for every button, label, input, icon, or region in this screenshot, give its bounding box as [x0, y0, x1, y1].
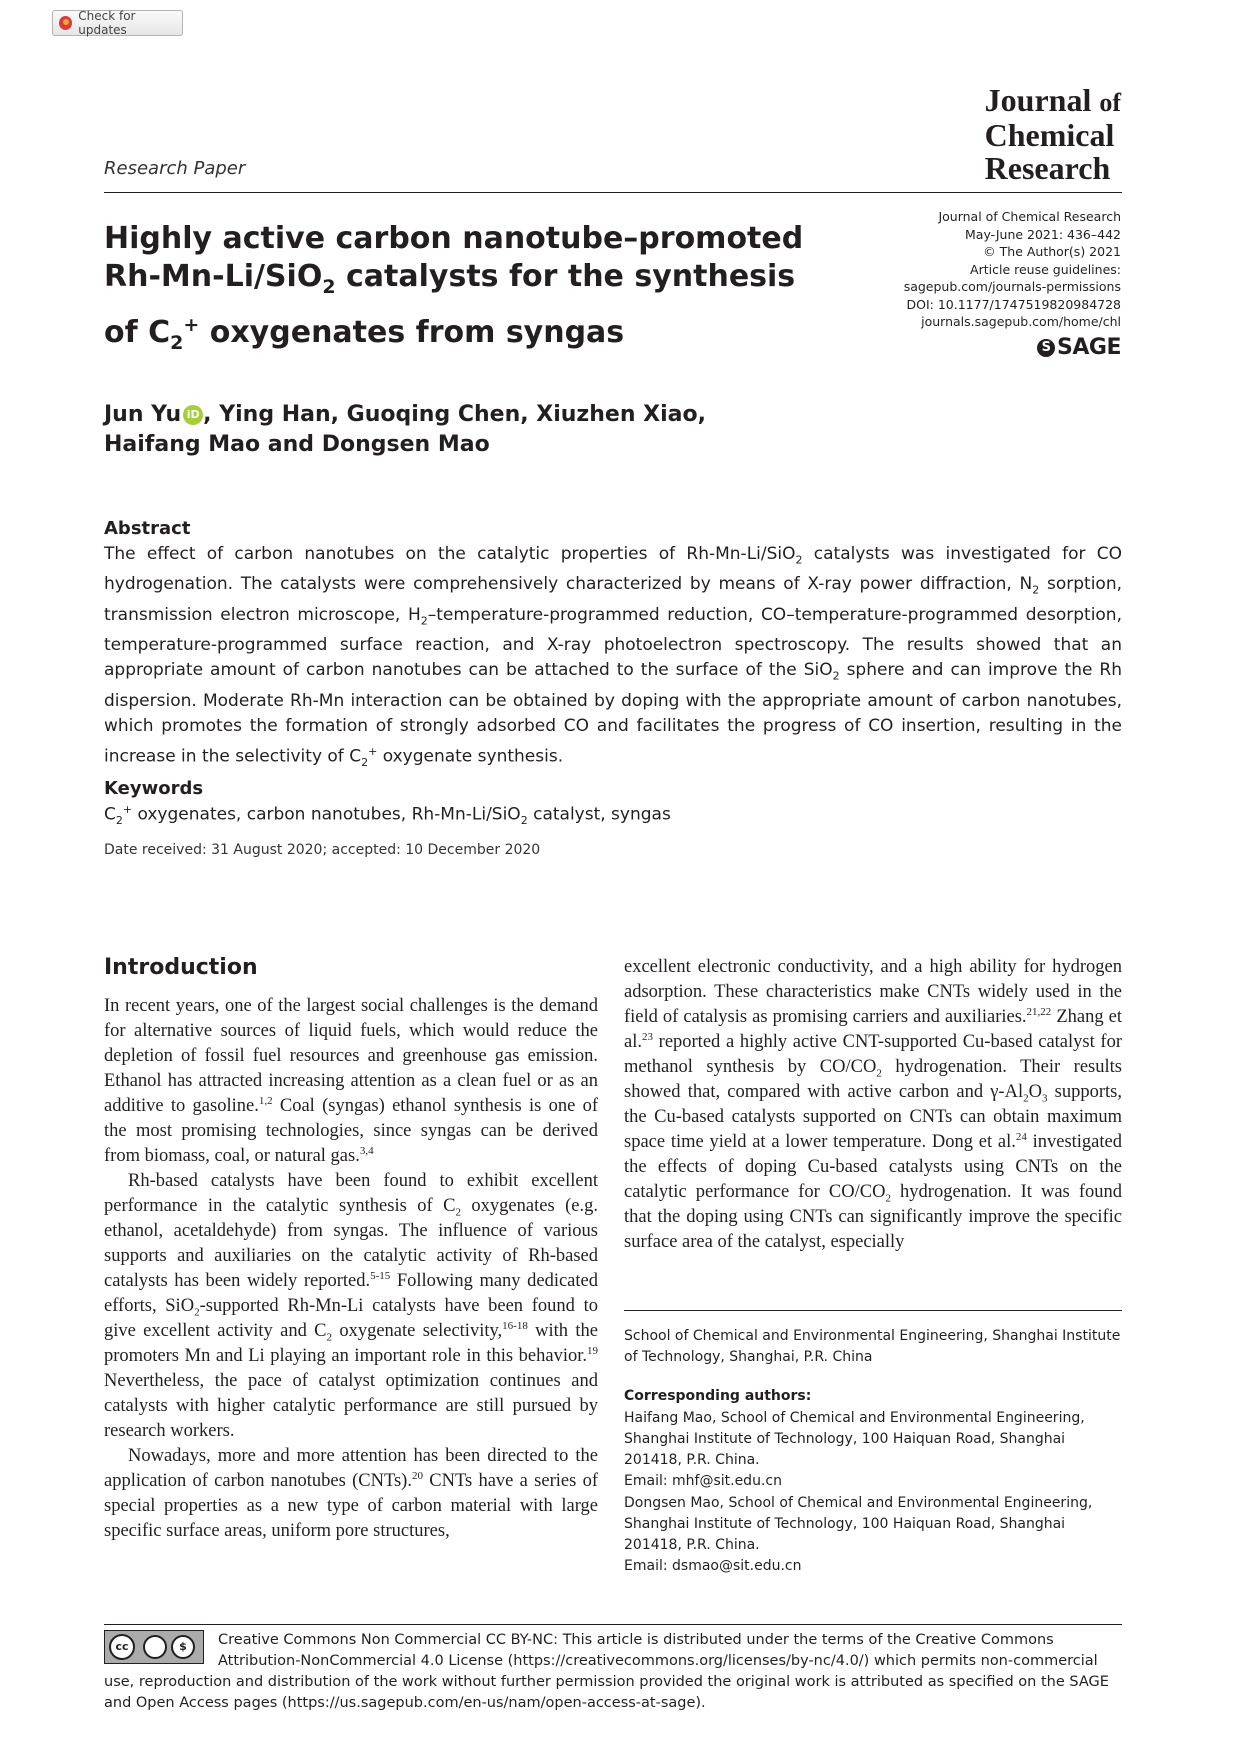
citation-ref[interactable]: 3,4 — [359, 1144, 374, 1157]
journal-logo-line2: Chemical — [984, 117, 1115, 153]
date-received: Date received: 31 August 2020; accepted: 10 December 2020 — [104, 842, 541, 858]
intro-paragraph-2: Rh-based catalysts have been found to exhibit excellent performance in the catalytic synthesis of $C_2$ oxygenates (e.g. ethanol, acetaldehyde) from syngas. The influence of various supports and auxiliaries on the catalytic activity of Rh-based catalysts has been widely reported.$^{5-15}$ Following many dedicated efforts, SiO$_2$-supported Rh-Mn-Li catalysts have been found to give excellent activity and $C_2$ oxygenate selectivity,$^{16-18}$ with the promoters Mn and Li playing an important role in this behavior.$^{19}$ Nevertheless, the pace of catalyst optimization continues and catalysts with higher catalytic performance are still pursued by research workers. — [104, 1171, 598, 1441]
meta-doi[interactable]: DOI: 10.1177/1747519820984728 — [906, 296, 1121, 312]
intro-paragraph-3: Nowadays, more and more attention has been directed to the application of carbon nanotubes (CNTs).$^{20}$ CNTs have a series of special properties as a new type of carbon material with large specific surface areas, uniform pore structures, — [104, 1446, 598, 1541]
citation-ref[interactable]: 20 — [411, 1469, 423, 1482]
corresponding-author-1 — [624, 1408, 1122, 1492]
authors-line1: , Ying Han, Guoqing Chen, Xiuzhen Xiao, — [203, 402, 706, 427]
journal-logo — [985, 84, 1121, 185]
check-for-updates-label: Check for updates — [78, 9, 136, 37]
journal-logo-line3: Research — [984, 150, 1111, 186]
nc-dollar-icon: $ — [171, 1635, 195, 1659]
corr2-address: Dongsen Mao, School of Chemical and Environmental Engineering, Shanghai Institute of Technology, 100 Haiquan Road, Shanghai 201418, P.R. China. — [624, 1495, 1093, 1553]
title-text-1: Highly active carbon nanotube–promoted Rh-Mn-Li/SiO — [104, 221, 804, 294]
orcid-icon[interactable]: iD — [183, 405, 203, 425]
journal-logo-line1: Journal — [984, 82, 1092, 118]
intro-paragraph-3-cont: excellent electronic conductivity, and a high ability for hydrogen adsorption. These characteristics make CNTs widely used in the field of catalysis as promising carriers and auxiliaries.$^{21,22}$ Zhang et al.$^{23}$ reported a highly active CNT-supported Cu-based catalyst for methanol synthesis by $CO/CO_2$ hydrogenation. Their results showed that, compared with active carbon and $\gamma-Al_2O_3$ supports, the Cu-based catalysts supported on CNTs can obtain maximum space time yield at a lower temperature. Dong et al.$^{24}$ investigated the effects of doping Cu-based catalysts using CNTs on the catalytic performance for $CO/CO_2$ hydrogenation. It was found that the doping using CNTs can significantly improve the specific surface area of the catalyst, especially — [624, 957, 1122, 1252]
affiliation: School of Chemical and Environmental Engineering, Shanghai Institute of Technology, Shanghai, P.R. China — [624, 1328, 1121, 1365]
article-type: Research Paper — [104, 158, 246, 179]
meta-permissions-link[interactable]: sagepub.com/journals-permissions — [903, 279, 1121, 294]
header-rule — [104, 192, 1122, 193]
title-sub-2: 2 — [170, 332, 184, 354]
corr2-email[interactable]: Email: dsmao@sit.edu.cn — [624, 1558, 802, 1574]
sage-logo — [1037, 335, 1121, 360]
body-column-right — [624, 955, 1122, 1255]
abstract-text: The effect of carbon nanotubes on the catalytic properties of Rh-Mn-Li/SiO$_2$ catalysts was investigated for CO hydrogenation. The catalysts were comprehensively characterized by means of X-ray power diffraction, $N_2$ sorption, transmission electron microscope, $H_2-temperature$-programmed reduction, CO–temperature-programmed desorption, temperature-programmed surface reaction, and X-ray photoelectron spectroscopy. The results showed that an appropriate amount of carbon nanotubes can be attached to the surface of the SiO$_2$ sphere and can improve the Rh dispersion. Moderate Rh-Mn interaction can be obtained by doping with the appropriate amount of carbon nanotubes, which promotes the formation of strongly adsorbed CO and facilitates the progress of CO insertion, resulting in the increase in the selectivity of $C_2^+$ oxygenate synthesis. — [104, 544, 1122, 769]
journal-logo-of: of — [1099, 88, 1121, 117]
meta-reuse: Article reuse guidelines: — [970, 261, 1121, 277]
meta-journal: Journal of Chemical Research — [938, 209, 1121, 224]
article-title — [104, 220, 824, 362]
title-sub-1: 2 — [322, 276, 336, 298]
first-author: Jun Yu — [104, 402, 182, 427]
citation-ref[interactable]: 1,2 — [258, 1094, 273, 1107]
corresponding-authors-heading: Corresponding authors: — [624, 1388, 812, 1404]
citation-ref[interactable]: 24 — [1015, 1130, 1027, 1143]
body-column-left — [104, 994, 598, 1544]
intro-paragraph-1: In recent years, one of the largest social challenges is the demand for alternative sources of liquid fuels, which would reduce the depletion of fossil fuel resources and greenhouse gas emission. Ethanol has attracted increasing attention as a clean fuel or as an additive to gasoline.$^{1,2}$ Coal (syngas) ethanol synthesis is one of the most promising technologies, since syngas can be derived from biomass, coal, or natural gas.$^{3,4}$ — [104, 996, 598, 1166]
authors-line2: Haifang Mao and Dongsen Mao — [104, 432, 490, 457]
meta-journal-link[interactable]: journals.sagepub.com/home/chl — [921, 314, 1121, 329]
citation-ref[interactable]: 21,22 — [1026, 1005, 1052, 1018]
sage-s-icon: S — [1037, 339, 1055, 357]
keywords-text: $C_2^+$ oxygenates, carbon nanotubes, Rh-Mn-Li/SiO$_2$ catalyst, syngas — [104, 803, 671, 828]
license-text-rest: Attribution-NonCommercial 4.0 License (https://creativecommons.org/licenses/by-nc/4.0/) which permits non-commercial use, reproduction and distribution of the work without further permission provided the original work is attributed as specified on the SAGE and Open Access pages (https://us.sagepub.com/en-us/nam/open-access-at-sage). — [104, 1653, 1109, 1711]
title-text-3: oxygenates from syngas — [199, 315, 625, 350]
keywords-heading: Keywords — [104, 778, 204, 799]
citation-ref[interactable]: 19 — [587, 1344, 598, 1357]
article-meta — [904, 208, 1121, 331]
corr1-address: Haifang Mao, School of Chemical and Environmental Engineering, Shanghai Institute of Technology, 100 Haiquan Road, Shanghai 201418, P.R. China. — [624, 1410, 1085, 1468]
meta-issue: May-June 2021: 436–442 — [965, 226, 1121, 242]
sage-logo-text: SAGE — [1057, 335, 1121, 360]
citation-ref[interactable]: 23 — [641, 1030, 653, 1043]
check-for-updates-button[interactable] — [52, 10, 183, 36]
abstract-heading: Abstract — [104, 518, 191, 539]
meta-copyright: © The Author(s) 2021 — [983, 244, 1121, 259]
title-text-2: catalysts for the synthesis of C — [104, 259, 796, 350]
corr1-email[interactable]: Email: mhf@sit.edu.cn — [624, 1473, 782, 1489]
corresponding-author-2 — [624, 1493, 1122, 1577]
crossmark-icon — [59, 16, 72, 30]
introduction-heading: Introduction — [104, 955, 258, 980]
cc-icon: cc — [109, 1634, 135, 1660]
license-text-line1: Creative Commons Non Commercial CC BY-NC: This article is distributed under the terms of the Creative Commons — [218, 1632, 1054, 1648]
author-list — [104, 400, 804, 460]
citation-ref[interactable]: 16-18 — [502, 1319, 528, 1332]
citation-ref[interactable]: 5-15 — [370, 1269, 391, 1282]
title-sup-2: + — [183, 314, 200, 336]
footnote-rule — [624, 1310, 1122, 1311]
license-rule — [104, 1624, 1122, 1625]
